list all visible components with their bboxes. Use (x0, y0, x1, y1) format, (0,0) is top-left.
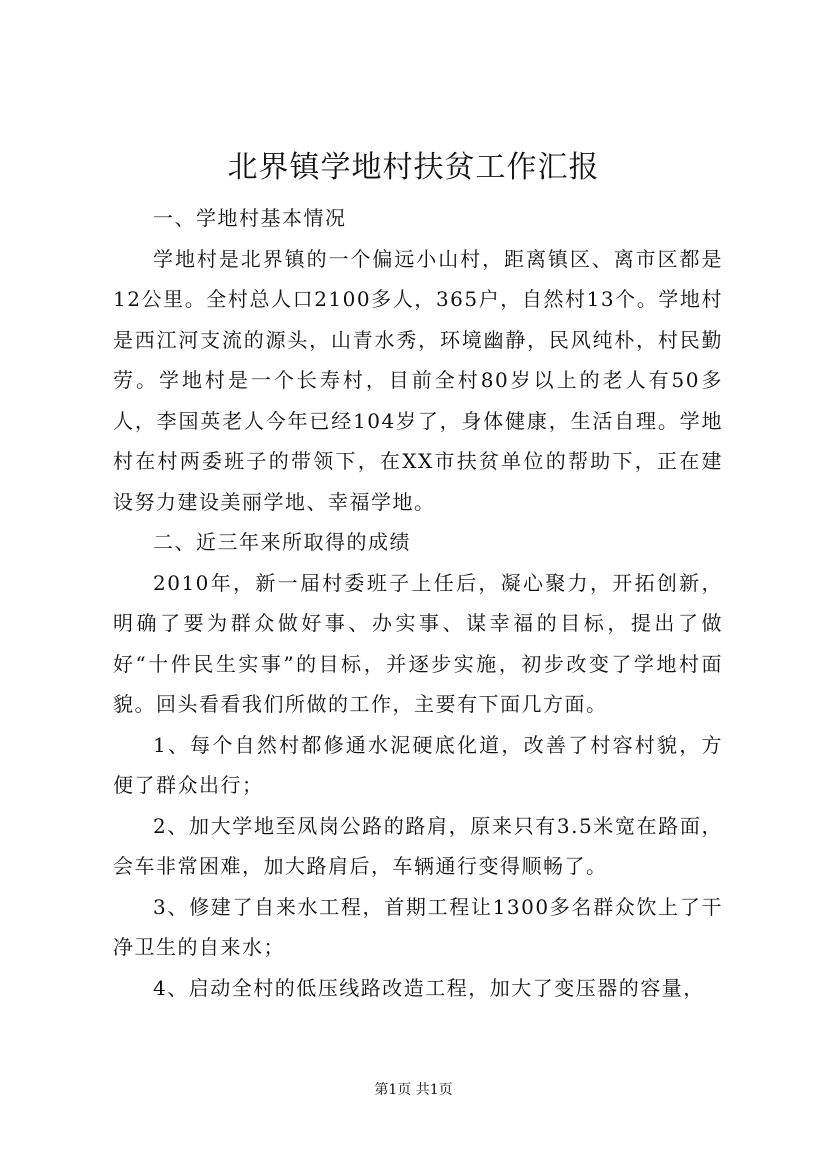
section-heading: 二、近三年来所取得的成绩 (153, 530, 411, 554)
page-title: 北界镇学地村扶贫工作汇报 (227, 150, 600, 185)
document-body (113, 198, 723, 1008)
paragraph: 2010年，新一届村委班子上任后，凝心聚力，开拓创新，明确了要为群众做好事、办实事、谋幸福的目标，提出了做好“十件民生实事”的目标，并逐步实施，初步改变了学地村面貌。回头看看我们所做的工作，主要有下面几方面。 (113, 570, 723, 716)
section-heading: 一、学地村基本情况 (153, 206, 347, 230)
paragraph: 学地村是北界镇的一个偏远小山村，距离镇区、离市区都是12公里。全村总人口2100多人，365户，自然村13个。学地村是西江河支流的源头，山青水秀，环境幽静，民风纯朴，村民勤劳。学地村是一个长寿村，目前全村80岁以上的老人有50多人，李国英老人今年已经104岁了，身体健康，生活自理。学地村在村两委班子的带领下，在XX市扶贫单位的帮助下，正在建设努力建设美丽学地、幸福学地。 (113, 246, 723, 514)
list-item: 3、修建了自来水工程，首期工程让1300多名群众饮上了干净卫生的自来水； (113, 894, 723, 959)
list-item: 2、加大学地至凤岗公路的路肩，原来只有3.5米宽在路面，会车非常困难，加大路肩后，车辆通行变得顺畅了。 (113, 813, 723, 878)
list-item: 4、启动全村的低压线路改造工程，加大了变压器的容量， (153, 975, 705, 1000)
list-item: 1、每个自然村都修通水泥硬底化道，改善了村容村貌，方便了群众出行； (113, 732, 723, 797)
page-footer: 第1页 共1页 (374, 1082, 453, 1098)
